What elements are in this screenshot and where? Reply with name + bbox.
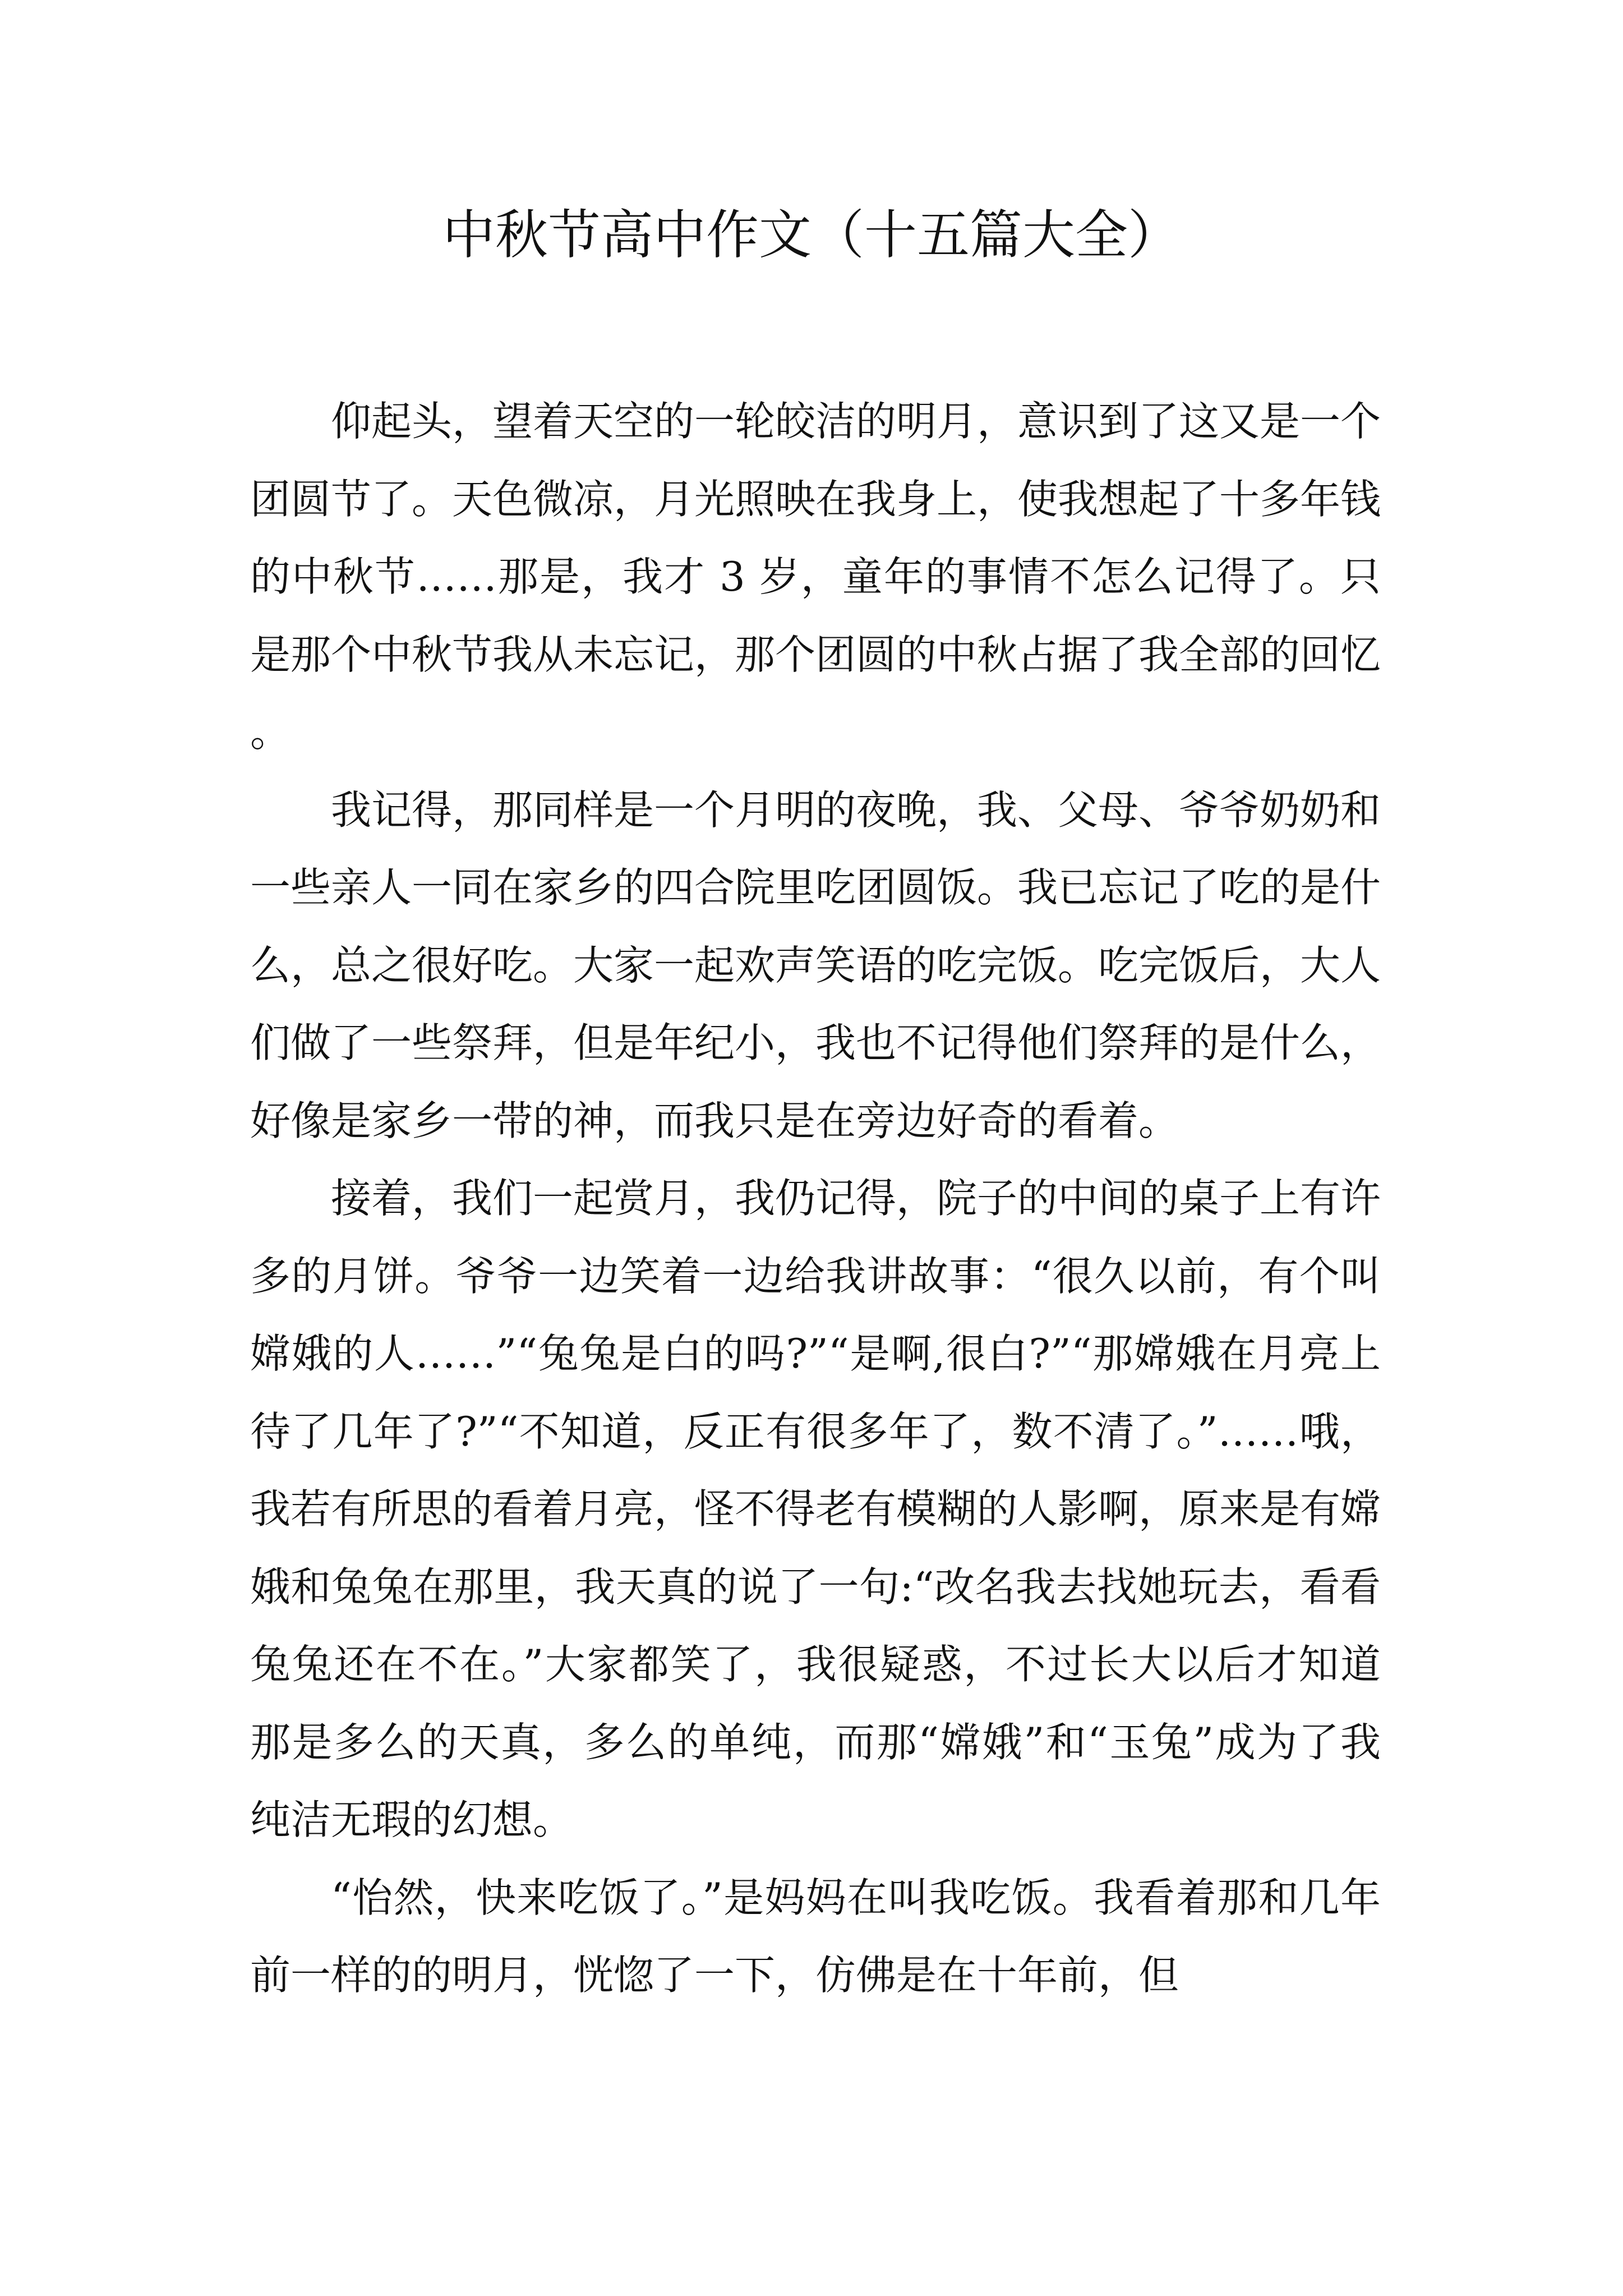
paragraph-2: 我记得，那同样是一个月明的夜晚，我、父母、爷爷奶奶和一些亲人一同在家乡的四合院里吃团圆饭。我已忘记了吃的是什么，总之很好吃。大家一起欢声笑语的吃完饭。吃完饭后，大人们做了一些祭拜，但是年纪小，我也不记得他们祭拜的是什么，好像是家乡一带的神，而我只是在旁边好奇的看着。 (250, 786, 1381, 1144)
paragraph-3: 接着，我们一起赏月，我仍记得，院子的中间的桌子上有许多的月饼。爷爷一边笑着一边给我讲故事：“很久以前，有个叫嫦娥的人……”“兔兔是白的吗?”“是啊,很白?”“那嫦娥在月亮上待了几年了?”“不知道，反正有很多年了，数不清了。”……哦，我若有所思的看着月亮，怪不得老有模糊的人影啊，原来是有嫦娥和兔兔在那里，我天真的说了一句:“改名我去找她玩去，看看兔兔还在不在。”大家都笑了，我很疑惑，不过长大以后才知道那是多么的天真，多么的单纯，而那“嫦娥”和“玉兔”成为了我纯洁无瑕的幻想。 (250, 1175, 1381, 1843)
paragraph-4: “怡然，快来吃饭了。”是妈妈在叫我吃饭。我看着那和几年前一样的的明月，恍惚了一下，仿佛是在十年前，但 (250, 1874, 1381, 1999)
document-title: 中秋节高中作文（十五篇大全） (442, 205, 1181, 266)
paragraph-1: 仰起头，望着天空的一轮皎洁的明月，意识到了这又是一个团圆节了。天色微凉，月光照映在我身上，使我想起了十多年钱的中秋节……那是，我才 3 岁，童年的事情不怎么记得了。只是那个中秋节我从未忘记，那个团圆的中秋占据了我全部的回忆。 (250, 398, 1381, 756)
document-body (250, 383, 1381, 2014)
